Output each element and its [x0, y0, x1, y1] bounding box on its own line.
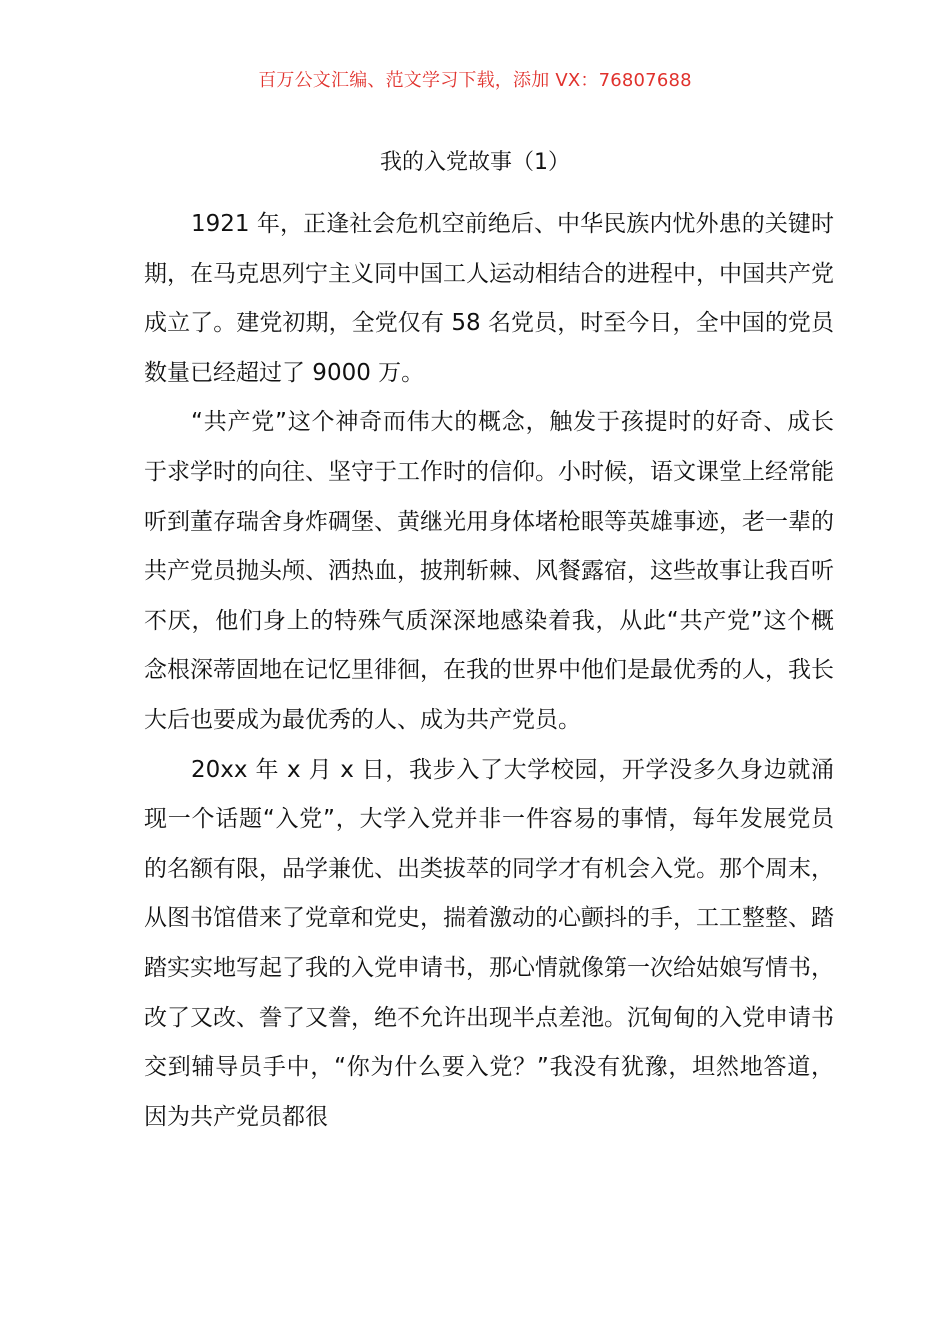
paragraph-1: 1921 年，正逢社会危机空前绝后、中华民族内忧外患的关键时期，在马克思列宁主义同中国工人运动相结合的进程中，中国共产党成立了。建党初期，全党仅有 58 名党员，时至今日，全中国的党员数量已经超过了 9000 万。	[144, 211, 834, 386]
document-title: 我的入党故事（1）	[380, 150, 570, 175]
paragraph-3: 20xx 年 x 月 x 日，我步入了大学校园，开学没多久身边就涌现一个话题“入党”，大学入党并非一件容易的事情，每年发展党员的名额有限，品学兼优、出类拔萃的同学才有机会入党。那个周末，从图书馆借来了党章和党史，揣着激动的心颤抖的手，工工整整、踏踏实实地写起了我的入党申请书，那心情就像第一次给姑娘写情书，改了又改、誊了又誊，绝不允许出现半点差池。沉甸甸的入党申请书交到辅导员手中，“你为什么要入党？”我没有犹豫，坦然地答道，因为共产党员都很	[144, 756, 834, 1130]
header-notice: 百万公文汇编、范文学习下载，添加 VX：76807688	[258, 70, 692, 91]
document-body	[144, 200, 834, 1142]
paragraph-2: “共产党”这个神奇而伟大的概念，触发于孩提时的好奇、成长于求学时的向往、坚守于工作时的信仰。小时候，语文课堂上经常能听到董存瑞舍身炸碉堡、黄继光用身体堵枪眼等英雄事迹，老一辈的共产党员抛头颅、洒热血，披荆斩棘、风餐露宿，这些故事让我百听不厌，他们身上的特殊气质深深地感染着我，从此“共产党”这个概念根深蒂固地在记忆里徘徊，在我的世界中他们是最优秀的人，我长大后也要成为最优秀的人、成为共产党员。	[144, 409, 834, 733]
